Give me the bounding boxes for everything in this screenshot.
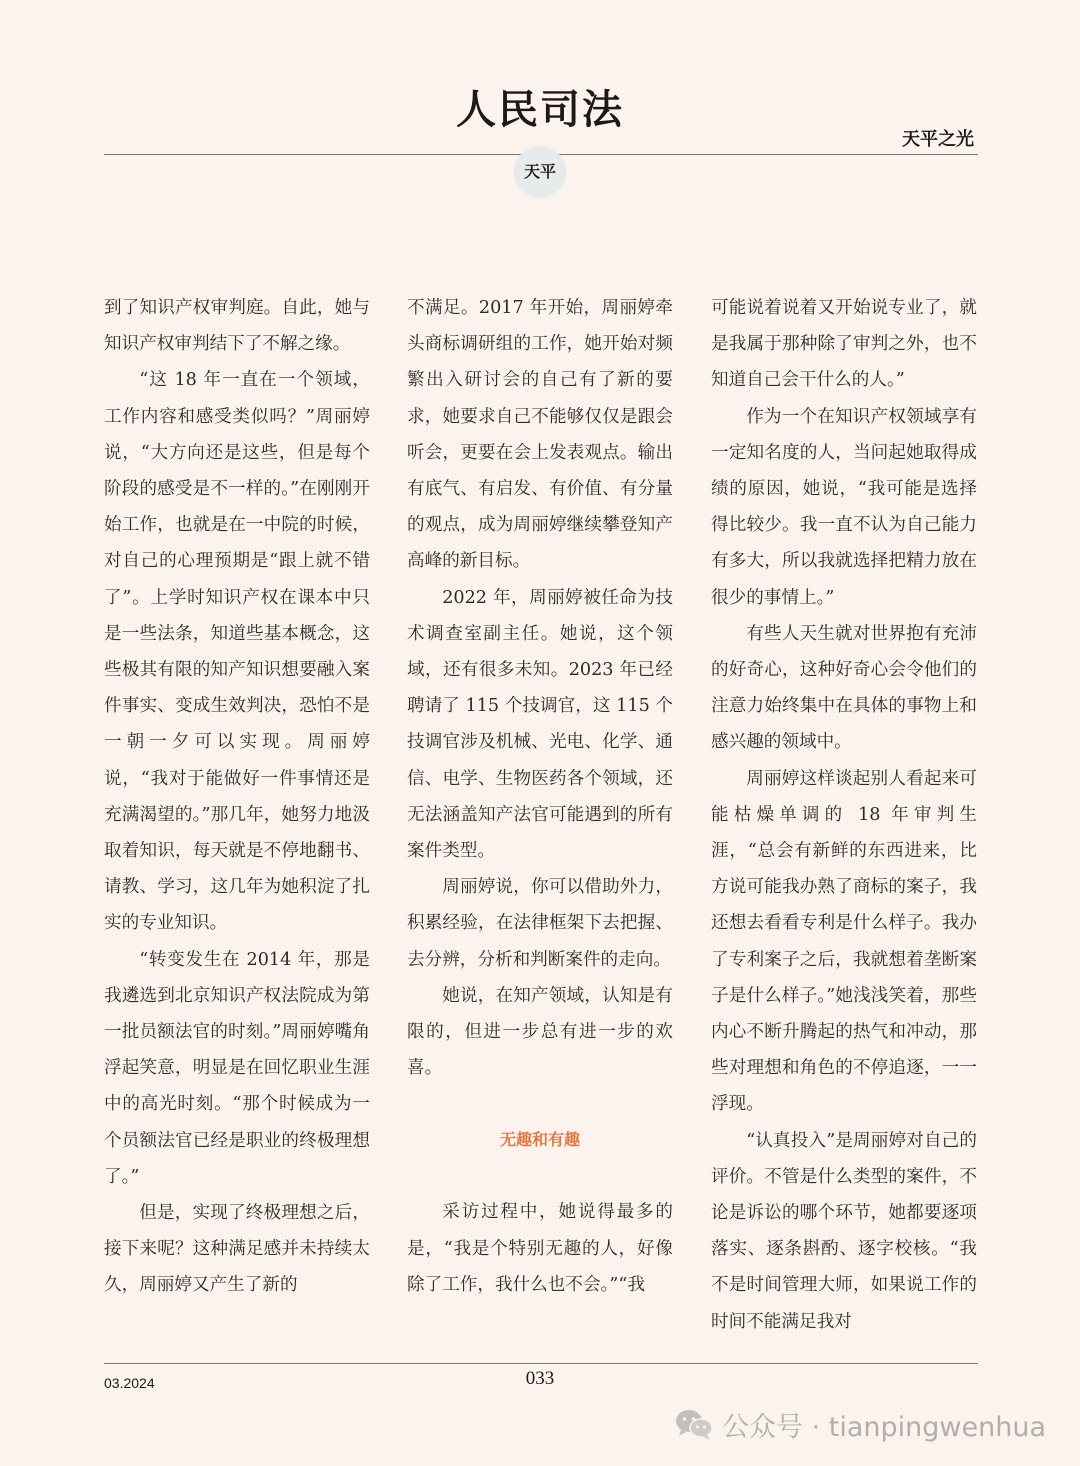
paragraph: 周丽婷说，你可以借助外力，积累经验，在法律框架下去把握、去分辨，分析和判断案件的走向。 bbox=[407, 877, 673, 970]
paragraph: 到了知识产权审判庭。自此，她与知识产权审判结下了不解之缘。 bbox=[104, 298, 370, 355]
masthead-title: 人民司法 bbox=[456, 86, 624, 133]
paragraph: “转变发生在 2014 年，那是我遴选到北京知识产权法院成为第一批员额法官的时刻。”周丽婷嘴角浮起笑意，明显是在回忆职业生涯中的高光时刻。“那个时候成为一个员额法官已经是职业的终极理想了。” bbox=[104, 949, 370, 1187]
paragraph: 作为一个在知识产权领域享有一定知名度的人，当问起她取得成绩的原因，她说，“我可能是选择得比较少。我一直不认为自己能力有多大，所以我就选择把精力放在很少的事情上。” bbox=[711, 406, 977, 608]
paragraph: 但是，实现了终极理想之后，接下来呢？这种满足感并未持续太久，周丽婷又产生了新的 bbox=[104, 1203, 370, 1296]
page-number: 033 bbox=[525, 1368, 555, 1389]
wechat-watermark bbox=[674, 1402, 1046, 1446]
paragraph: “这 18 年一直在一个领域，工作内容和感受类似吗？”周丽婷说，“大方向还是这些，但是每个阶段的感受是不一样的。”在刚刚开始工作，也就是在一中院的时候，对自己的心理预期是“跟上就不错了”。上学时知识产权在课本中只是一些法条，知道些基本概念，这些极其有限的知产知识想要融入案件事实、变成生效判决，恐怕不是一朝一夕可以实现。周丽婷说，“我对于能做好一件事情还是充满渴望的。”那几年，她努力地汲取着知识，每天就是不停地翻书、请教、学习，这几年为她积淀了扎实的专业知识。 bbox=[104, 370, 370, 934]
paragraph: “认真投入”是周丽婷对自己的评价。不管是什么类型的案件，不论是诉讼的哪个环节，她都要逐项落实、逐条斟酌、逐字校核。“我不是时间管理大师，如果说工作的时间不能满足我对 bbox=[711, 1130, 977, 1332]
paragraph: 周丽婷这样谈起别人看起来可能枯燥单调的 18 年审判生涯，“总会有新鲜的东西进来，比方说可能我办熟了商标的案子，我还想去看看专利是什么样子。我办了专利案子之后，我就想着垄断案子是什么样子。”她浅浅笑着，那些内心不断升腾起的热气和冲动，那些对理想和角色的不停追逐，一一浮现。 bbox=[711, 768, 977, 1115]
watermark-text: 公众号 · tianpingwenhua bbox=[722, 1411, 1046, 1443]
article-column-2 bbox=[407, 290, 673, 1303]
footer-rule bbox=[104, 1363, 978, 1364]
section-subheading: 无趣和有趣 bbox=[499, 1130, 580, 1150]
paragraph: 有些人天生就对世界抱有充沛的好奇心，这种好奇心会令他们的注意力始终集中在具体的事物上和感兴趣的领域中。 bbox=[711, 623, 977, 753]
paragraph: 2022 年，周丽婷被任命为技术调查室副主任。她说，这个领域，还有很多未知。2023 年已经聘请了 115 个技调官，这 115 个技调官涉及机械、光电、化学、通信、电学、生物医药各个领域，还无法涵盖知产法官可能遇到的所有案件类型。 bbox=[407, 587, 673, 862]
wechat-icon bbox=[674, 1407, 714, 1441]
issue-date: 03.2024 bbox=[104, 1375, 155, 1391]
paragraph: 可能说着说着又开始说专业了，就是我属于那种除了审判之外，也不知道自己会干什么的人。” bbox=[711, 298, 977, 391]
paragraph: 不满足。2017 年开始，周丽婷牵头商标调研组的工作，她开始对频繁出入研讨会的自己有了新的要求，她要求自己不能够仅仅是跟会听会，更要在会上发表观点。输出有底气、有启发、有价值、有分量的观点，成为周丽婷继续攀登知产高峰的新目标。 bbox=[407, 298, 673, 572]
article-column-3 bbox=[711, 290, 977, 1340]
article-column-1 bbox=[104, 290, 370, 1304]
section-badge: 天平 bbox=[514, 146, 566, 198]
paragraph: 采访过程中，她说得最多的是，“我是个特别无趣的人，好像除了工作，我什么也不会。”“我 bbox=[407, 1202, 673, 1295]
column-name: 天平之光 bbox=[902, 129, 974, 150]
paragraph: 她说，在知产领域，认知是有限的，但进一步总有进一步的欢喜。 bbox=[407, 985, 673, 1079]
